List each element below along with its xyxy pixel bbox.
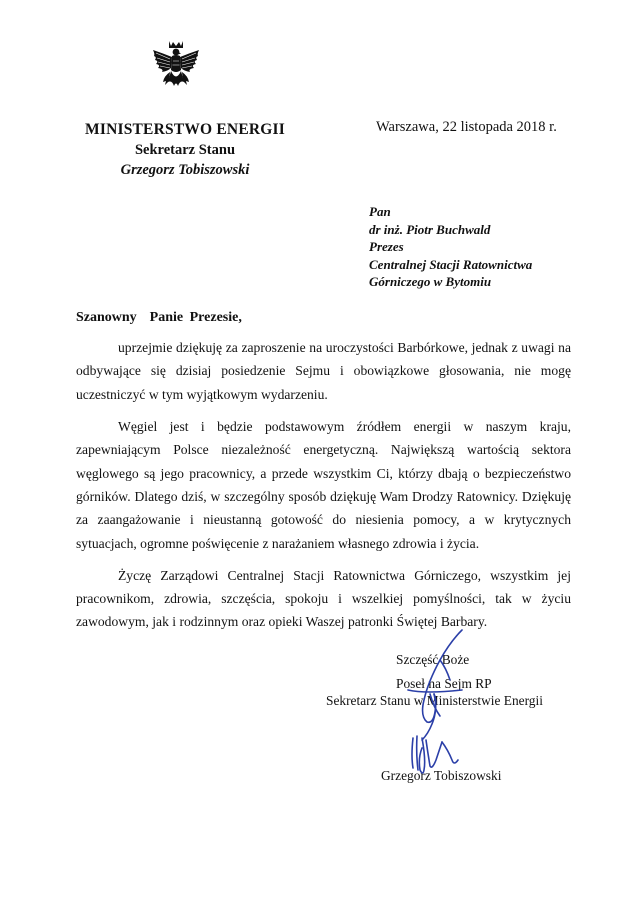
place-date: Warszawa, 22 listopada 2018 r. [376,119,557,135]
closing-name: Grzegorz Tobiszowski [381,768,502,783]
letterhead [60,120,310,180]
closing-greeting: Szczęść Boże [396,652,470,667]
salutation: Szanowny Panie Prezesie, [76,310,242,325]
polish-eagle-emblem-icon [150,38,202,94]
sender-position: Sekretarz Stanu [134,142,236,158]
body-paragraph: Życzę Zarządowi Centralnej Stacji Ratownictwa Górniczego, wszystkim jej pracownikom, zdrowia, szczęścia, spokoju i wszelkiej pomyślności, tak w życiu zawodowym, jak i rodzinnym oraz opieki Waszej patronki Świętej Barbary. [76,567,571,630]
addressee-line: Górniczego w Bytomiu [369,274,492,289]
addressee-line: Prezes [369,239,404,254]
addressee-line: dr inż. Piotr Buchwald [369,221,491,237]
closing-title-1: Poseł na Sejm RP [396,676,492,691]
addressee-line: Centralnej Stacji Ratownictwa [369,256,533,272]
body-paragraph: Węgiel jest i będzie podstawowym źródłem energii w naszym kraju, zapewniającym Polsce niezależność energetyczną. Największą wartością sektora węglowego są jego pracownicy, a przede wszystkim Ci, którzy dbają o bezpieczeństwo górników. Dlatego dziś, w szczególny sposób dziękuję Wam Drodzy Ratownicy. Dziękuję za zaangażowanie i nieustanną gotowość do niesienia pomocy, a w krytycznych sytuacjach, ogromne poświęcenie z narażaniem własnego zdrowia i życia. [76,418,571,551]
addressee-block [369,203,532,291]
closing-title-2: Sekretarz Stanu w Ministerstwie Energii [326,693,543,708]
addressee-line: Pan [369,204,391,219]
letter-body [76,336,571,642]
sender-name: Grzegorz Tobiszowski [120,162,250,178]
ministry-name: MINISTERSTWO ENERGII [85,121,285,138]
body-paragraph: uprzejmie dziękuję za zaproszenie na uroczystości Barbórkowe, jednak z uwagi na odbywające się dzisiaj posiedzenie Sejmu i obowiązkowe głosowania, nie mogę uczestniczyć w tym wyjątkowym wydarzeniu. [76,340,571,402]
